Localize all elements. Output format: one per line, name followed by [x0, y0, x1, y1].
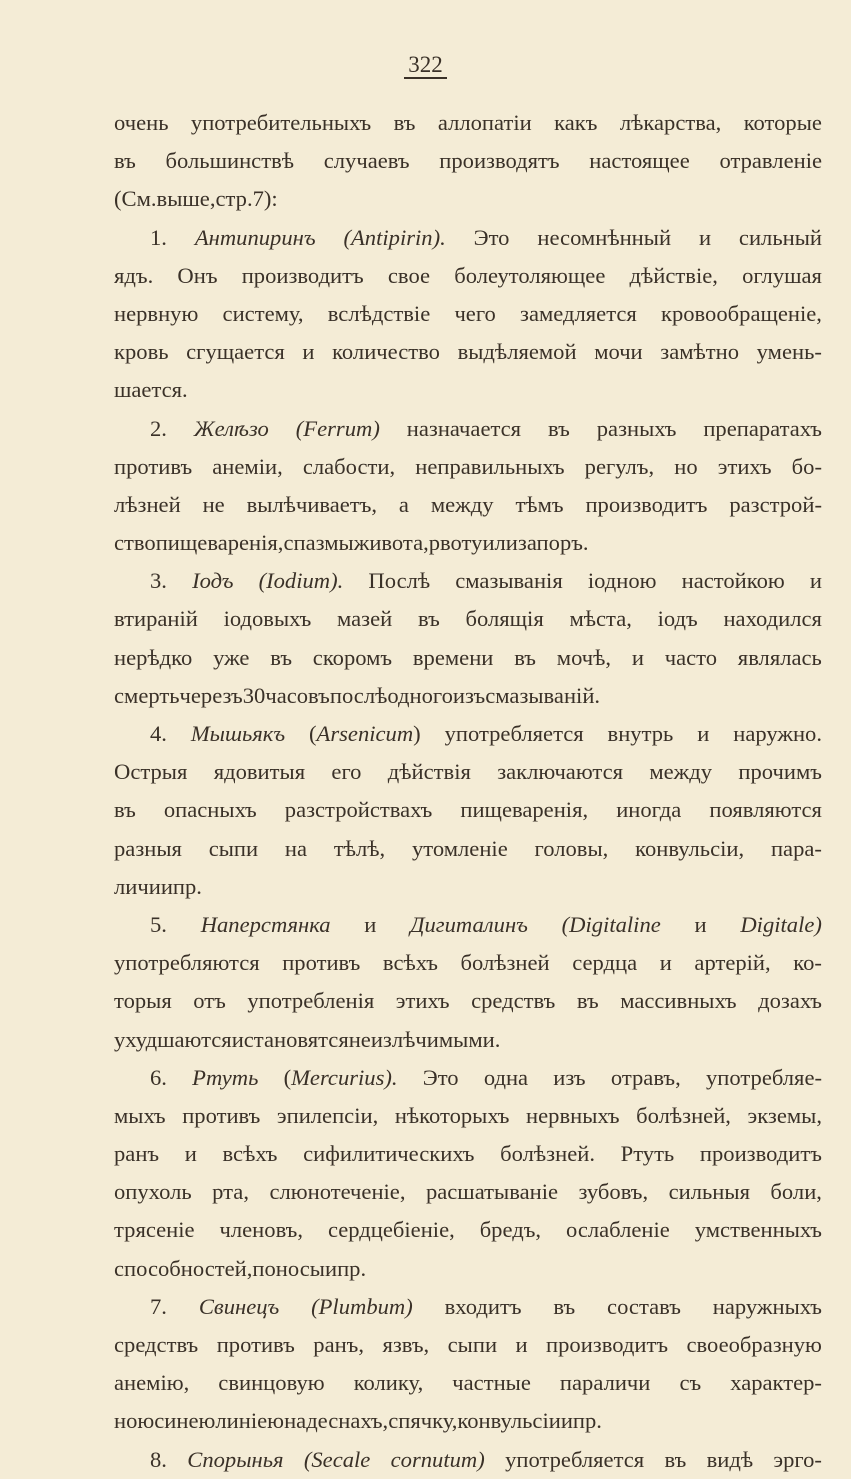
text-line: ранъ и всѣхъ сифилитическихъ болѣзней. Ртуть производитъ [114, 1141, 822, 1167]
text-line: 3. Іодъ (Іodium). Послѣ смазыванія іодною настойкою и [150, 568, 822, 594]
text-line: противъ анеміи, слабости, неправильныхъ регулъ, но этихъ бо- [114, 453, 822, 479]
text-line: разныя сыпи на тѣлѣ, утомленіе головы, конвульсіи, пара- [114, 835, 822, 861]
text-line: трясеніе членовъ, сердцебіеніе, бредъ, ослабленіе умственныхъ [114, 1217, 822, 1243]
text-line: въ опасныхъ разстройствахъ пищеваренія, иногда появляются [114, 797, 822, 823]
text-line: ною синею линіею на деснахъ, спячку, конвульсіи и пр. [114, 1408, 602, 1434]
text-line: кровь сгущается и количество выдѣляемой мочи замѣтно умень- [114, 339, 822, 365]
text-line: нервную систему, вслѣдствіе чего замедляется кровообращеніе, [114, 300, 822, 326]
text-line: 7. Свинецъ (Plumbum) входитъ въ составъ наружныхъ [150, 1293, 822, 1319]
text-line: ухудшаются и становятся неизлѣчимыми. [114, 1026, 501, 1052]
text-line: опухоль рта, слюнотеченіе, расшатываніе зубовъ, сильныя боли, [114, 1179, 822, 1205]
text-line: смерть черезъ 30 часовъ послѣ одного изъ смазываній. [114, 682, 601, 708]
text-line: ядъ. Онъ производитъ свое болеутоляющее дѣйствіе, оглушая [114, 262, 822, 288]
text-line: въ большинствѣ случаевъ производятъ настоящее отравленіе [114, 148, 822, 174]
text-line: 8. Спорынья (Secale cornutum) употребляется въ видѣ эрго- [150, 1446, 822, 1472]
text-line: 6. Ртуть (Mercurius). Это одна изъ отравъ, употребляе- [150, 1064, 822, 1090]
text-line: нерѣдко уже въ скоромъ времени въ мочѣ, и часто являлась [114, 644, 822, 670]
text-line: анемію, свинцовую колику, частные параличи съ характер- [114, 1370, 822, 1396]
text-line: 4. Мышьякъ (Arsenicum) употребляется внутрь и наружно. [150, 721, 822, 746]
body-text [114, 104, 822, 1479]
text-line: средствъ противъ ранъ, язвъ, сыпи и производитъ своеобразную [114, 1332, 822, 1357]
text-line: торыя отъ употребленія этихъ средствъ въ массивныхъ дозахъ [114, 988, 822, 1014]
text-line: 5. Наперстянка и Дигиталинъ (Digitaline и Digitale) [150, 911, 822, 937]
text-line: личи и пр. [114, 873, 202, 899]
text-line: лѣзней не вылѣчиваетъ, а между тѣмъ производитъ разстрой- [114, 491, 822, 517]
page-number: 322 [0, 52, 851, 78]
text-line: способностей, поносы и пр. [114, 1255, 367, 1281]
text-line: мыхъ противъ эпилепсіи, нѣкоторыхъ нервныхъ болѣзней, экземы, [114, 1102, 822, 1128]
text-line: (См. выше, стр. 7): [114, 186, 278, 212]
text-line: 1. Антипиринъ (Antipirin). Это несомнѣнный и сильный [150, 224, 822, 250]
text-line: шается. [114, 377, 188, 403]
text-line: ство пищеваренія, спазмы живота, рвоту или запоръ. [114, 530, 589, 556]
text-line: 2. Желѣзо (Ferrum) назначается въ разныхъ препаратахъ [150, 415, 822, 441]
text-line: очень употребительныхъ въ аллопатіи какъ лѣкарства, которые [114, 110, 822, 135]
text-line: употребляются противъ всѣхъ болѣзней сердца и артерій, ко- [114, 950, 822, 976]
text-line: Острыя ядовитыя его дѣйствія заключаются между прочимъ [114, 759, 822, 785]
text-line: втираній іодовыхъ мазей въ болящія мѣста, іодъ находился [114, 606, 822, 632]
